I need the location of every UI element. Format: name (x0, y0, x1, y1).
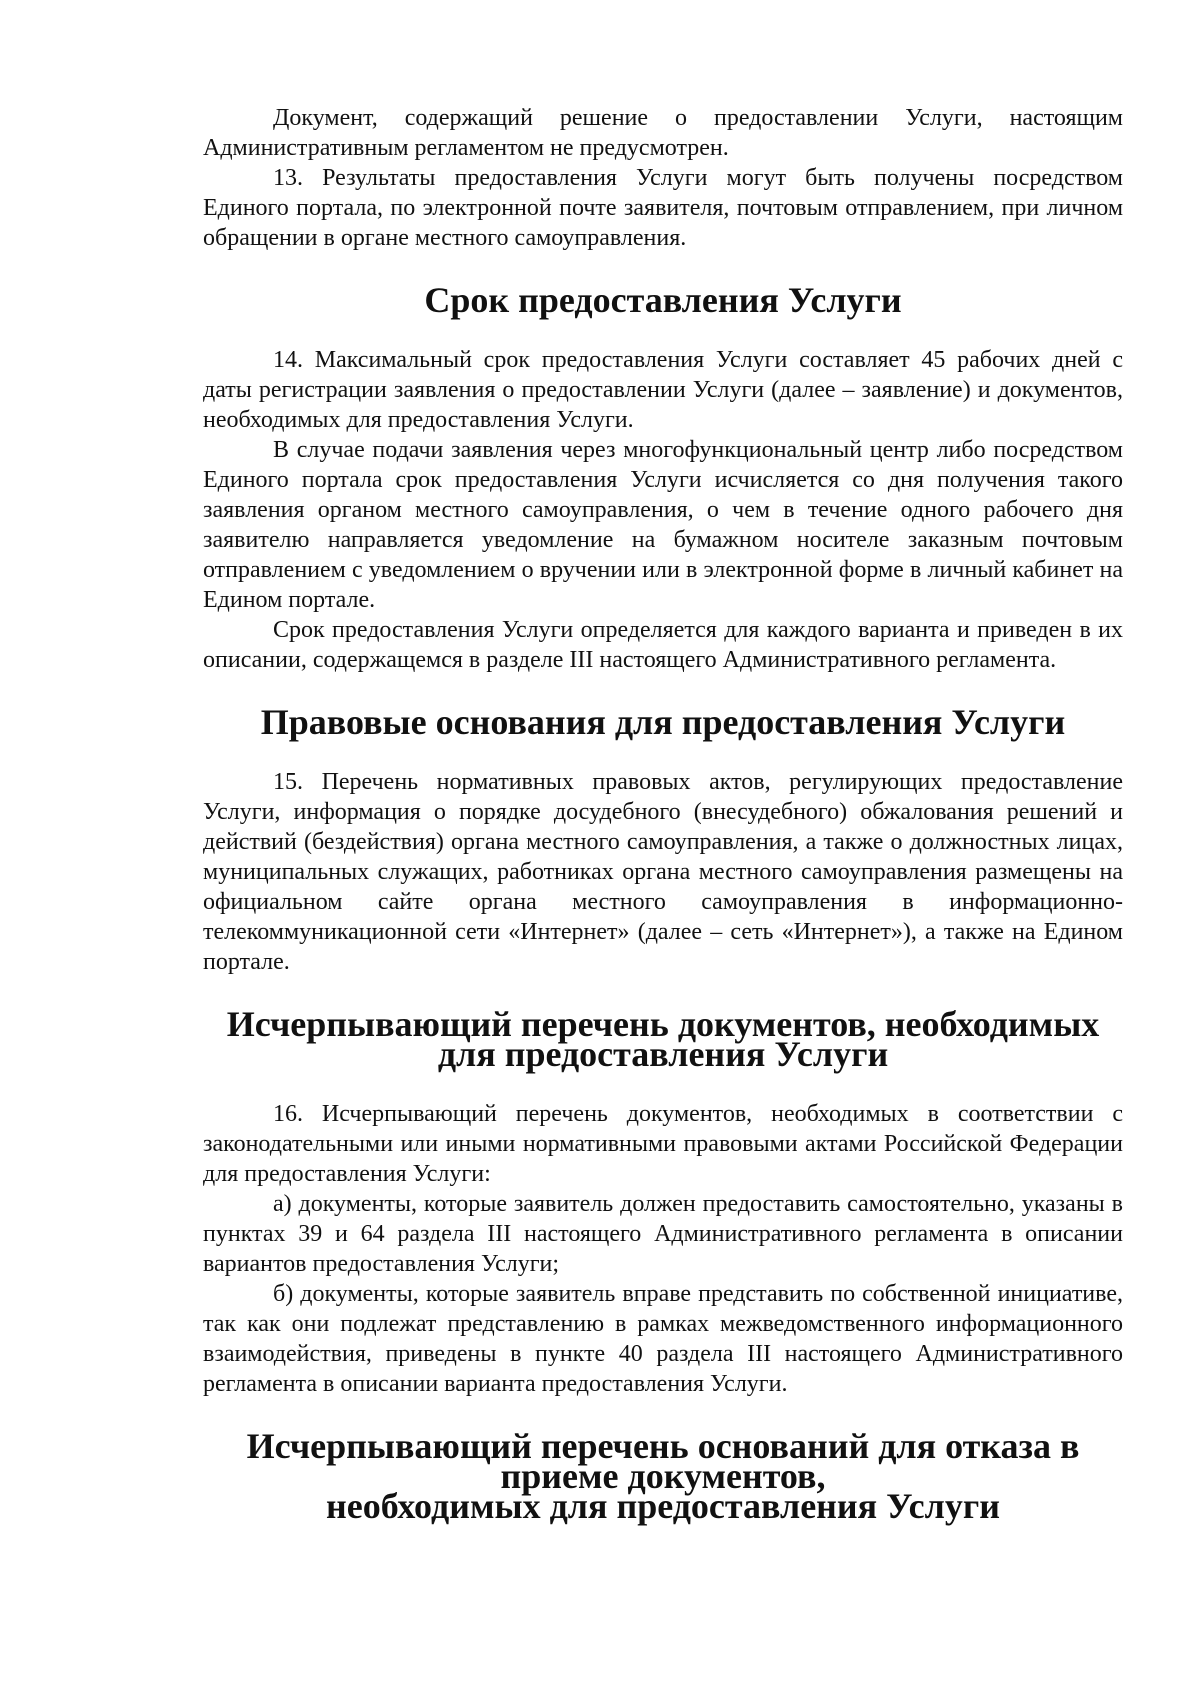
heading-line: для предоставления Услуги (437, 1034, 889, 1074)
section-heading-refusal-grounds (203, 1426, 1123, 1526)
heading-line: Правовые основания для предоставления Услуги (260, 702, 1066, 742)
paragraph-13: 13. Результаты предоставления Услуги могут быть получены посредством Единого портала, по электронной почте заявителя, почтовым отправлением, при личном обращении в органе местного самоуправления. (203, 165, 1123, 251)
heading-line: Срок предоставления Услуги (424, 280, 902, 320)
paragraph-16: 16. Исчерпывающий перечень документов, необходимых в соответствии с законодательными или иными нормативными правовыми актами Российской Федерации для предоставления Услуги: (203, 1101, 1123, 1187)
paragraph-14-variant-term: Срок предоставления Услуги определяется для каждого варианта и приведен в их описании, содержащемся в разделе III настоящего Административного регламента. (203, 617, 1123, 673)
paragraph-14-mfc: В случае подачи заявления через многофункциональный центр либо посредством Единого портала срок предоставления Услуги исчисляется со дня получения такого заявления органом местного самоуправления, о чем в течение одного рабочего дня заявителю направляется уведомление на бумажном носителе заказным почтовым отправлением с уведомлением о вручении или в электронной форме в личный кабинет на Едином портале. (203, 437, 1123, 613)
paragraph-16-a: а) документы, которые заявитель должен предоставить самостоятельно, указаны в пунктах 39 и 64 раздела III настоящего Административного регламента в описании вариантов предоставления Услуги; (203, 1191, 1123, 1277)
section-heading-legal-basis (203, 702, 1123, 742)
heading-line: Исчерпывающий перечень документов, необходимых (226, 1004, 1100, 1044)
paragraph-decision-document: Документ, содержащий решение о предоставлении Услуги, настоящим Административным регламентом не предусмотрен. (203, 105, 1123, 161)
section-heading-term (203, 280, 1123, 320)
paragraph-15: 15. Перечень нормативных правовых актов, регулирующих предоставление Услуги, информация о порядке досудебного (внесудебного) обжалования решений и действий (бездействия) органа местного самоуправления, а также о должностных лицах, муниципальных служащих, работниках органа местного самоуправления размещены на официальном сайте органа местного самоуправления в информационно-телекоммуникационной сети «Интернет» (далее – сеть «Интернет»), а также на Едином портале. (203, 769, 1123, 975)
paragraph-16-b: б) документы, которые заявитель вправе представить по собственной инициативе, так как они подлежат представлению в рамках межведомственного информационного взаимодействия, приведены в пункте 40 раздела III настоящего Административного регламента в описании варианта предоставления Услуги. (203, 1281, 1123, 1397)
section-heading-documents (203, 1004, 1123, 1074)
paragraph-14: 14. Максимальный срок предоставления Услуги составляет 45 рабочих дней с даты регистрации заявления о предоставлении Услуги (далее – заявление) и документов, необходимых для предоставления Услуги. (203, 347, 1123, 433)
document-page (203, 103, 1123, 1526)
heading-line: необходимых для предоставления Услуги (326, 1486, 1000, 1526)
heading-line: Исчерпывающий перечень оснований для отказа в приеме документов, (246, 1426, 1080, 1496)
